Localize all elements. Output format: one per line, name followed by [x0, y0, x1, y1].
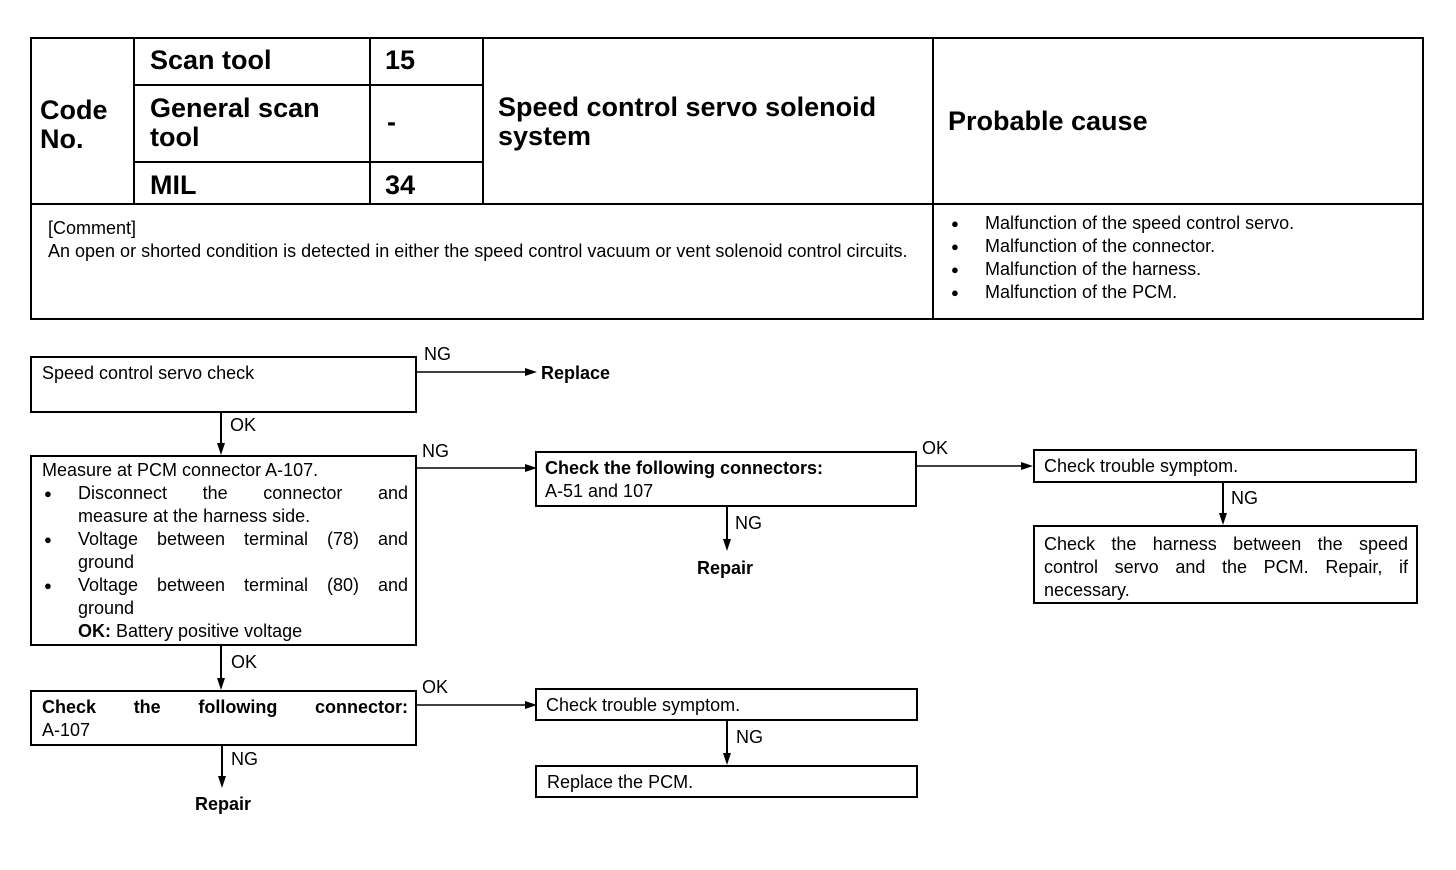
cause-item: ● Malfunction of the speed control servo.: [943, 212, 1413, 235]
step3-repair: Repair: [697, 558, 754, 578]
step5-line-1: Check the harness between the speed: [1044, 534, 1408, 554]
step6-ng-arrow: [216, 746, 228, 788]
scan-tool-value: 15: [385, 45, 416, 75]
step-check-connector-a107: [30, 690, 417, 746]
mil-value: 34: [385, 170, 416, 200]
step2-title: Measure at PCM connector A-107.: [42, 460, 319, 480]
probable-cause-title: Probable cause: [948, 106, 1148, 136]
code-no-label: Code No.: [40, 95, 108, 154]
step4-text: Check trouble symptom.: [1044, 456, 1239, 476]
step6-title: Check the following connector:: [42, 697, 408, 717]
step3-title: Check the following connectors:: [545, 458, 824, 478]
step1-ok-arrow: [215, 413, 227, 455]
step2-bullet-3a: ● Voltage between terminal (80) and: [36, 574, 408, 597]
mil-label: MIL: [150, 170, 197, 200]
step1-ok-label: OK: [230, 415, 257, 435]
step-check-trouble-symptom-1: [1033, 449, 1417, 483]
cause-item: ● Malfunction of the PCM.: [943, 281, 1413, 304]
step2-ng-arrow: [417, 460, 537, 476]
step2-bullet-1a: ● Disconnect the connector and: [36, 482, 408, 505]
step2-bullet-2b: ground: [78, 552, 135, 572]
system-title: Speed control servo solenoid system: [498, 92, 877, 151]
step5-line-2: control servo and the PCM. Repair, if: [1044, 557, 1408, 577]
step3-ng-arrow: [721, 507, 733, 551]
step-check-trouble-symptom-2: [535, 688, 918, 721]
step6-repair: Repair: [195, 794, 252, 814]
step2-ok-spec: OK: Battery positive voltage: [78, 621, 303, 641]
step2-bullet-2a: ● Voltage between terminal (78) and: [36, 528, 408, 551]
step7-text: Check trouble symptom.: [546, 695, 741, 715]
cause-item: ● Malfunction of the harness.: [943, 258, 1413, 281]
step-measure-pcm-connector: [30, 455, 417, 646]
step6-text: A-107: [42, 720, 91, 740]
step2-bullet-1b: measure at the harness side.: [78, 506, 311, 526]
step3-text: A-51 and 107: [545, 481, 654, 501]
probable-cause-list: [943, 212, 1413, 304]
step4-ng-label: NG: [1231, 488, 1258, 508]
step2-ok-arrow: [215, 646, 227, 690]
step-replace-pcm: [535, 765, 918, 798]
step-speed-control-servo-check: [30, 356, 417, 413]
step7-ng-arrow: [721, 721, 733, 765]
step3-ok-label: OK: [922, 438, 949, 458]
step1-ng-label: NG: [424, 344, 451, 364]
comment-label: [Comment]: [48, 218, 137, 238]
cause-item: ● Malfunction of the connector.: [943, 235, 1413, 258]
step1-replace: Replace: [541, 363, 611, 383]
step-check-harness: [1033, 525, 1418, 604]
step3-ng-label: NG: [735, 513, 762, 533]
step2-ok-label: OK: [231, 652, 258, 672]
step1-text: Speed control servo check: [42, 363, 255, 383]
step5-line-3: necessary.: [1044, 580, 1130, 600]
step3-ok-arrow: [917, 458, 1033, 474]
step6-ok-arrow: [417, 697, 537, 713]
general-scan-tool-label: General scan tool: [150, 93, 320, 152]
step7-ng-label: NG: [736, 727, 763, 747]
general-scan-tool-value: -: [387, 107, 396, 137]
step2-bullet-3b: ground: [78, 598, 135, 618]
scan-tool-label: Scan tool: [150, 45, 272, 75]
step8-text: Replace the PCM.: [547, 772, 694, 792]
step4-ng-arrow: [1217, 483, 1229, 525]
step1-ng-arrow: [417, 364, 537, 380]
step6-ok-label: OK: [422, 677, 449, 697]
step6-ng-label: NG: [231, 749, 258, 769]
comment-text: An open or shorted condition is detected in either the speed control vacuum or vent solenoid control circuits.: [48, 241, 908, 261]
step2-ng-label: NG: [422, 441, 449, 461]
step-check-connectors-a51-107: [535, 451, 917, 507]
